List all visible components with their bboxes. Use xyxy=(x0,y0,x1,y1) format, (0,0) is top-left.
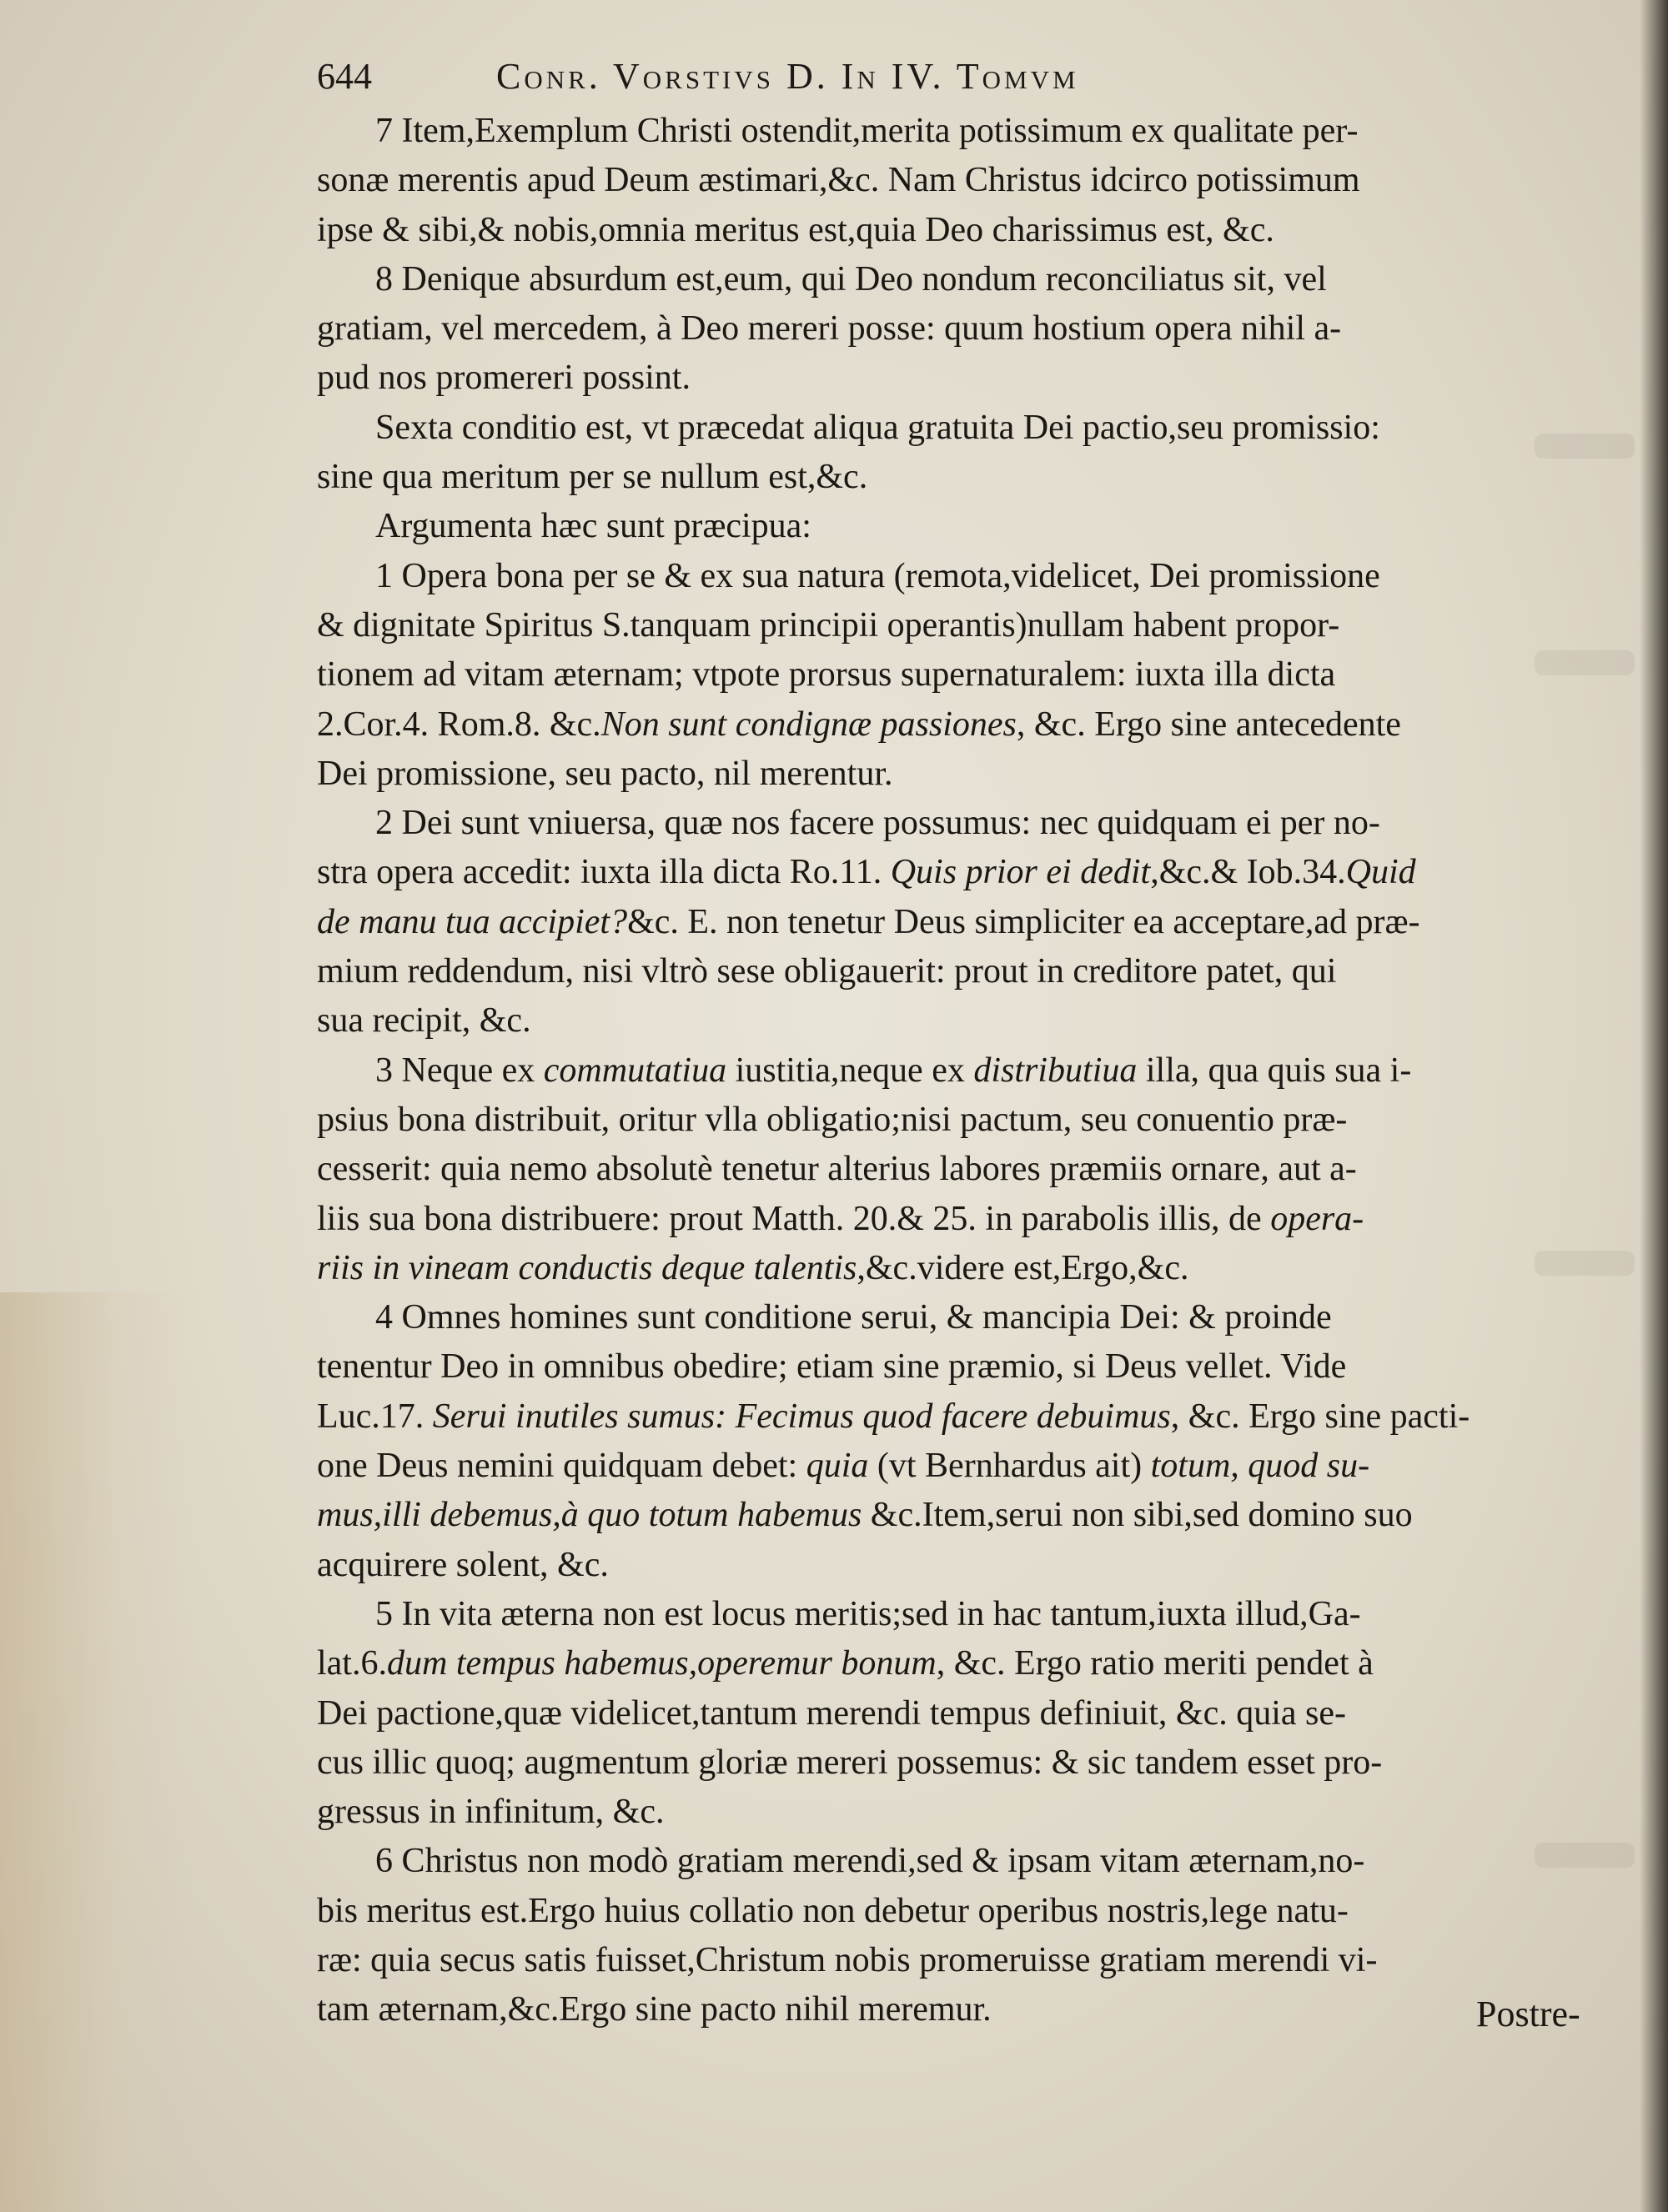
text-segment: 3 Neque ex xyxy=(375,1051,544,1090)
text-segment: , &c. Ergo sine pacti- xyxy=(1170,1397,1470,1436)
text-segment: mus,illi debemus,à quo totum habemus xyxy=(317,1496,862,1535)
text-segment: distributiua xyxy=(973,1051,1138,1090)
text-line xyxy=(317,206,1601,255)
text-segment: 2.Cor.4. Rom.8. &c. xyxy=(317,705,601,744)
text-line xyxy=(317,1293,1601,1342)
text-line xyxy=(317,156,1601,205)
text-segment: ipse & sibi,& nobis,omnia meritus est,quia Deo charissimus est, &c. xyxy=(317,210,1274,249)
text-line xyxy=(317,898,1601,947)
text-segment: stra opera accedit: iuxta illa dicta Ro.11. xyxy=(317,853,891,892)
text-segment: & dignitate Spiritus S.tanquam principii operantis)nullam habent propor- xyxy=(317,605,1340,645)
text-line xyxy=(317,650,1601,700)
text-segment: illa, qua quis sua i- xyxy=(1137,1051,1412,1090)
text-line xyxy=(317,1936,1601,1985)
text-segment: ræ: quia secus satis fuisset,Christum nobis promeruisse gratiam merendi vi- xyxy=(317,1940,1378,1979)
page-header xyxy=(317,50,1618,103)
running-head: Conr. Vorstivs D. In IV. Tomvm xyxy=(496,56,1079,97)
text-segment: 1 Opera bona per se & ex sua natura (remota,videlicet, Dei promissione xyxy=(375,556,1380,595)
text-segment: 2 Dei sunt vniuersa, quæ nos facere possumus: nec quidquam ei per no- xyxy=(375,804,1380,843)
text-line xyxy=(317,255,1601,304)
text-line xyxy=(317,1837,1601,1886)
text-segment: &c.Item,serui non sibi,sed domino suo xyxy=(862,1496,1413,1535)
text-segment: dum tempus habemus,operemur bonum xyxy=(386,1644,937,1683)
text-line xyxy=(317,1096,1601,1145)
text-segment: acquirere solent, &c. xyxy=(317,1545,609,1584)
text-line xyxy=(317,1788,1601,1837)
text-line xyxy=(317,1590,1601,1639)
text-line xyxy=(317,354,1601,403)
text-segment: Dei pactione,quæ videlicet,tantum merendi tempus definiuit, &c. quia se- xyxy=(317,1693,1346,1733)
text-line xyxy=(317,947,1601,996)
text-line xyxy=(317,502,1601,551)
text-segment: Non sunt condignæ passiones xyxy=(600,705,1017,744)
text-line xyxy=(317,601,1601,650)
text-line xyxy=(317,1244,1601,1293)
text-segment: Serui inutiles sumus: Fecimus quod facere debuimus xyxy=(432,1397,1171,1436)
text-line xyxy=(317,1195,1601,1244)
text-line xyxy=(317,996,1601,1046)
text-line xyxy=(317,453,1601,502)
text-segment: tam æternam,&c.Ergo sine pacto nihil meremur. xyxy=(317,1990,992,2029)
text-segment: , &c. Ergo ratio meriti pendet à xyxy=(936,1644,1374,1683)
catchword: Postre- xyxy=(1476,1994,1580,2034)
text-line xyxy=(317,750,1601,799)
text-segment: tionem ad vitam æternam; vtpote prorsus supernaturalem: iuxta illa dicta xyxy=(317,655,1336,695)
text-segment: cesserit: quia nemo absolutè tenetur alterius labores præmiis ornare, aut a- xyxy=(317,1150,1357,1189)
text-segment: cus illic quoq; augmentum gloriæ mereri possemus: & sic tandem esset pro- xyxy=(317,1743,1383,1782)
text-segment: quia xyxy=(806,1447,869,1486)
body-text xyxy=(317,107,1601,2035)
water-stain xyxy=(0,1292,192,2212)
text-line xyxy=(317,1985,1601,2034)
text-segment: sua recipit, &c. xyxy=(317,1001,531,1041)
text-segment: opera- xyxy=(1270,1199,1364,1238)
text-line xyxy=(317,1689,1601,1738)
text-segment: pud nos promereri possint. xyxy=(317,359,691,398)
text-segment: gratiam, vel mercedem, à Deo mereri posse: quum hostium opera nihil a- xyxy=(317,309,1342,349)
page-number: 644 xyxy=(317,56,372,97)
text-segment: bis meritus est.Ergo huius collatio non debetur operibus nostris,lege natu- xyxy=(317,1891,1349,1930)
text-segment: sine qua meritum per se nullum est,&c. xyxy=(317,458,868,497)
text-line xyxy=(317,1887,1601,1936)
text-segment: lat.6. xyxy=(317,1644,387,1683)
text-line xyxy=(317,848,1601,897)
text-segment: liis sua bona distribuere: prout Matth. 20.& 25. in parabolis illis, de xyxy=(317,1199,1271,1238)
text-segment: iustitia,neque ex xyxy=(726,1051,974,1090)
text-segment: one Deus nemini quidquam debet: xyxy=(317,1447,806,1486)
text-line xyxy=(317,404,1601,453)
text-segment: Argumenta hæc sunt præcipua: xyxy=(375,507,811,546)
text-line xyxy=(317,700,1601,750)
text-segment: ,&c.videre est,Ergo,&c. xyxy=(857,1248,1189,1287)
text-line xyxy=(317,304,1601,354)
text-segment: de manu tua accipiet? xyxy=(317,902,628,941)
text-line xyxy=(317,1738,1601,1788)
text-line xyxy=(317,1541,1601,1590)
text-line xyxy=(317,107,1601,156)
text-line xyxy=(317,1046,1601,1096)
text-segment: (vt Bernhardus ait) xyxy=(868,1447,1151,1486)
text-segment: mium reddendum, nisi vltrò sese obligauerit: prout in creditore patet, qui xyxy=(317,952,1337,991)
text-segment: , &c. Ergo sine antecedente xyxy=(1016,705,1401,744)
text-segment: Quid xyxy=(1345,853,1416,892)
text-segment: riis in vineam conductis deque talentis xyxy=(317,1248,857,1287)
text-line xyxy=(317,1145,1601,1194)
text-segment: 7 Item,Exemplum Christi ostendit,merita potissimum ex qualitate per- xyxy=(375,112,1359,150)
text-segment: 5 In vita æterna non est locus meritis;sed in hac tantum,iuxta illud,Ga- xyxy=(375,1594,1361,1633)
text-segment: Quis prior ei dedit xyxy=(890,853,1151,892)
text-line xyxy=(317,1392,1601,1442)
text-segment: Luc.17. xyxy=(317,1397,433,1436)
text-line xyxy=(317,1491,1601,1540)
page-gutter-shadow xyxy=(1640,0,1668,2212)
text-line xyxy=(317,552,1601,601)
text-segment: tenentur Deo in omnibus obedire; etiam sine præmio, si Deus vellet. Vide xyxy=(317,1347,1347,1387)
text-segment: Dei promissione, seu pacto, nil merentur. xyxy=(317,754,893,793)
text-segment: &c. E. non tenetur Deus simpliciter ea acceptare,ad præ- xyxy=(627,902,1420,941)
text-segment: totum, quod su- xyxy=(1150,1447,1370,1486)
text-line xyxy=(317,1639,1601,1688)
text-segment: 6 Christus non modò gratiam merendi,sed & ipsam vitam æternam,no- xyxy=(375,1842,1365,1881)
text-segment: 4 Omnes homines sunt conditione serui, & mancipia Dei: & proinde xyxy=(375,1298,1332,1337)
text-segment: Sexta conditio est, vt præcedat aliqua gratuita Dei pactio,seu promissio: xyxy=(375,408,1380,447)
text-segment: sonæ merentis apud Deum æstimari,&c. Nam Christus idcirco potissimum xyxy=(317,161,1360,200)
text-segment: psius bona distribuit, oritur vlla obligatio;nisi pactum, seu conuentio præ- xyxy=(317,1100,1348,1139)
text-segment: commutatiua xyxy=(543,1051,727,1090)
text-segment: 8 Denique absurdum est,eum, qui Deo nondum reconciliatus sit, vel xyxy=(375,259,1327,298)
text-segment: ,&c.& Iob.34. xyxy=(1150,853,1346,892)
text-line xyxy=(317,799,1601,848)
text-segment: gressus in infinitum, &c. xyxy=(317,1793,665,1832)
text-line xyxy=(317,1342,1601,1392)
text-line xyxy=(317,1442,1601,1491)
